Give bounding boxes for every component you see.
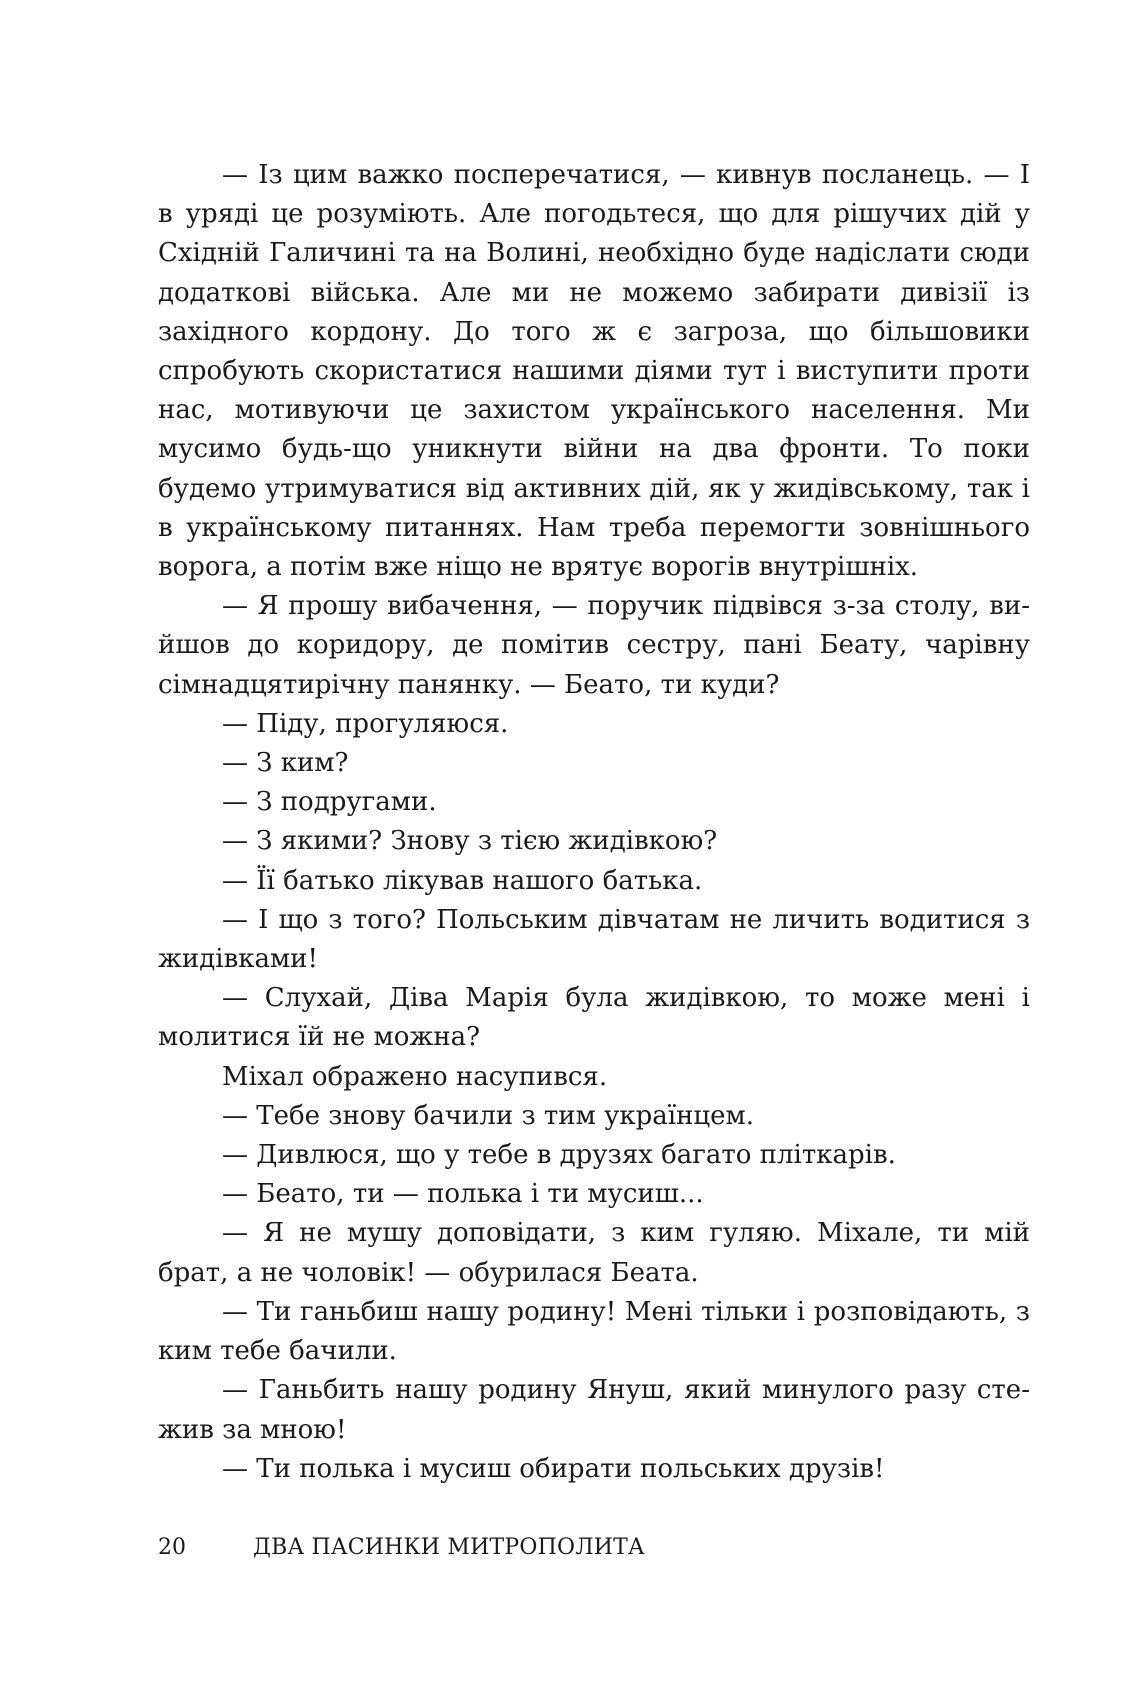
paragraph: — Беато, ти — полька і ти мусиш... xyxy=(222,1179,704,1210)
paragraph: — Ганьбить нашу родину Януш, який минулого разу стежив за мною! xyxy=(158,1375,1030,1445)
paragraph: — Я прошу вибачення, — поручик підвівся з-за столу, вийшов до коридору, де помітив сестру, пані Беату, чарівну сімнадцятирічну панянку. — Беато, ти куди? xyxy=(158,591,1030,700)
paragraph: — Із цим важко посперечатися, — кивнув посланець. — І в уряді це розуміють. Але погодьтеся, що для рішучих дій у Східній Галичині та на Волині, необхідно буде надіслати сюди додаткові війська. Але ми не можемо забирати дивізії із західного кордону. До того ж є загроза, що більшовики спробують скористатися нашими діями тут і виступити проти нас, мотивуючи це захистом українського населення. Ми мусимо будь-що уникнути війни на два фронти. То поки будемо утримуватися від активних дій, як у жидівському, так і в українському питаннях. Нам треба перемогти зовнішнього ворога, а потім вже ніщо не врятує ворогів внутрішніх. xyxy=(158,160,1030,583)
body-text xyxy=(158,156,1030,1489)
paragraph: — І що з того? Польським дівчатам не личить водитися з жидівками! xyxy=(158,904,1030,975)
paragraph: — Тебе знову бачили з тим українцем. xyxy=(222,1100,755,1131)
paragraph: — Слухай, Діва Марія була жидівкою, то може мені і молитися їй не можна? xyxy=(158,983,1030,1053)
page-number: 20 xyxy=(158,1535,186,1560)
page-footer xyxy=(158,1533,645,1563)
paragraph: — Ти ганьбиш нашу родину! Мені тільки і розповідають, з ким тебе бачили. xyxy=(158,1296,1030,1367)
paragraph: — Я не мушу доповідати, з ким гуляю. Міхале, ти мій брат, а не чоловік! — обурилася Беата. xyxy=(158,1218,1030,1288)
paragraph: — Дивлюся, що у тебе в друзях багато пліткарів. xyxy=(222,1140,896,1171)
paragraph: Міхал ображено насупився. xyxy=(222,1061,608,1092)
running-title: ДВА ПАСИНКИ МИТРОПОЛИТА xyxy=(253,1535,645,1560)
paragraph: — Піду, прогуляюся. xyxy=(222,708,509,739)
paragraph: — З ким? xyxy=(222,748,349,779)
paragraph: — Ти полька і мусиш обирати польських друзів! xyxy=(222,1453,885,1484)
paragraph: — Її батько лікував нашого батька. xyxy=(222,865,703,896)
paragraph: — З якими? Знову з тією жидівкою? xyxy=(222,826,718,857)
paragraph: — З подругами. xyxy=(222,787,437,818)
